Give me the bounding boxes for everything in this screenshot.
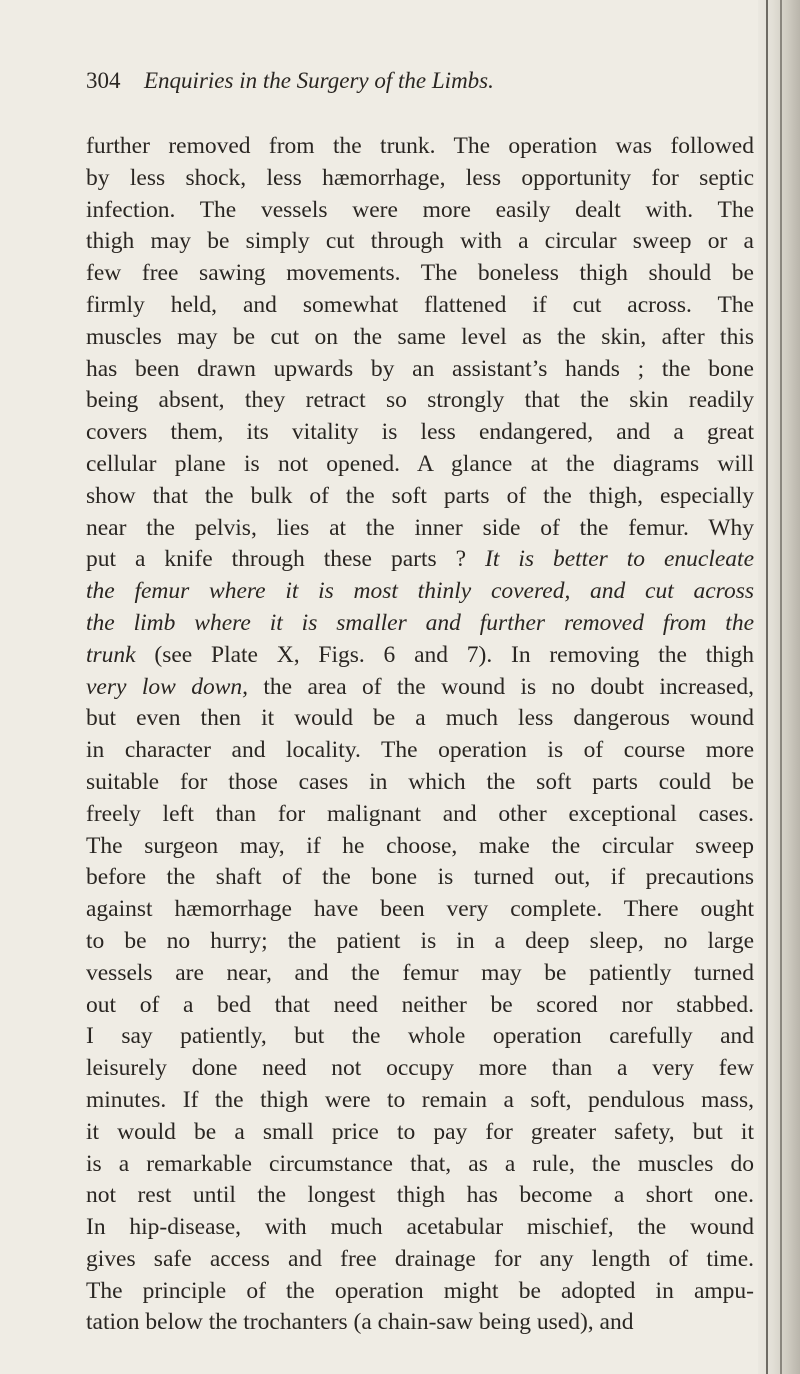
body-text <box>86 131 754 1339</box>
text-segment: near the pelvis, lies at the inner side of the femur. Why <box>86 514 754 541</box>
text-segment: before the shaft of the bone is turned out, if precautions <box>86 864 754 891</box>
text-line <box>86 862 754 894</box>
text-segment: The surgeon may, if he choose, make the circular sweep <box>86 832 754 859</box>
text-line <box>86 513 754 545</box>
edge-line <box>766 0 768 1374</box>
text-line <box>86 799 754 831</box>
text-line <box>86 258 754 290</box>
text-segment: cellular plane is not opened. A glance at the diagrams will <box>86 450 754 477</box>
text-line <box>86 608 754 640</box>
text-line <box>86 449 754 481</box>
text-line <box>86 1307 754 1339</box>
text-segment: leisurely done need not occupy more than a very few <box>86 1055 754 1082</box>
text-line <box>86 322 754 354</box>
text-line <box>86 1276 754 1308</box>
text-segment: suitable for those cases in which the soft parts could be <box>86 768 754 795</box>
text-line <box>86 1244 754 1276</box>
text-segment: few free sawing movements. The boneless thigh should be <box>86 260 754 287</box>
text-segment: firmly held, and somewhat flattened if cut across. The <box>86 291 754 318</box>
text-segment: it would be a small price to pay for greater safety, but it <box>86 1118 754 1145</box>
text-line <box>86 354 754 386</box>
text-segment: further removed from the trunk. The operation was followed <box>86 133 754 159</box>
text-segment: freely left than for malignant and other exceptional cases. <box>86 800 754 827</box>
text-line <box>86 926 754 958</box>
text-segment: not rest until the longest thigh has become a short one. <box>86 1182 754 1209</box>
text-segment: is a remarkable circumstance that, as a rule, the muscles do <box>86 1150 754 1177</box>
text-segment: has been drawn upwards by an assistant’s hands ; the bone <box>86 355 754 382</box>
text-segment: against hæmorrhage have been very complete. There ought <box>86 896 754 923</box>
text-line <box>86 767 754 799</box>
text-line <box>86 481 754 513</box>
text-segment: The principle of the operation might be adopted in ampu- <box>86 1277 754 1304</box>
page-header <box>86 68 740 104</box>
edge-line <box>780 0 782 1374</box>
text-line <box>86 990 754 1022</box>
text-line <box>86 1117 754 1149</box>
text-segment: being absent, they retract so strongly that the skin readily <box>86 387 754 414</box>
text-segment: minutes. If the thigh were to remain a soft, pendulous mass, <box>86 1086 754 1113</box>
text-line <box>86 703 754 735</box>
italic-text: very low down, <box>86 673 248 700</box>
text-segment: but even then it would be a much less dangerous wound <box>86 705 754 732</box>
text-line <box>86 640 754 672</box>
text-line <box>86 131 754 163</box>
text-line <box>86 894 754 926</box>
text-segment: show that the bulk of the soft parts of the thigh, especially <box>86 482 754 509</box>
text-segment: vessels are near, and the femur may be patiently turned <box>86 959 754 986</box>
page-edge <box>758 0 800 1374</box>
text-line <box>86 831 754 863</box>
text-line <box>86 544 754 576</box>
text-line <box>86 290 754 322</box>
italic-text: trunk <box>86 641 136 668</box>
text-segment: muscles may be cut on the same level as the skin, after this <box>86 323 754 350</box>
text-segment: I say patiently, but the whole operation carefully and <box>86 1023 754 1050</box>
text-line <box>86 226 754 258</box>
text-line <box>86 1212 754 1244</box>
text-segment: tation below the trochanters (a chain-saw being used), and <box>86 1309 634 1336</box>
text-line <box>86 195 754 227</box>
italic-text: the limb where it is smaller and further removed from the <box>86 609 754 636</box>
italic-text: It is better to enucleate <box>485 546 755 573</box>
text-line <box>86 1149 754 1181</box>
text-segment: the area of the wound is no doubt increased, <box>248 673 754 700</box>
text-segment: thigh may be simply cut through with a circular sweep or a <box>86 228 754 255</box>
text-segment: by less shock, less hæmorrhage, less opportunity for septic <box>86 164 754 191</box>
text-segment: in character and locality. The operation is of course more <box>86 737 754 764</box>
running-head: Enquiries in the Surgery of the Limbs. <box>144 68 494 93</box>
text-line <box>86 385 754 417</box>
text-line <box>86 735 754 767</box>
text-line <box>86 1180 754 1212</box>
text-segment: covers them, its vitality is less endangered, and a great <box>86 419 754 446</box>
text-line <box>86 1021 754 1053</box>
text-line <box>86 672 754 704</box>
text-line <box>86 576 754 608</box>
text-segment: (see Plate X, Figs. 6 and 7). In removing the thigh <box>135 641 754 668</box>
text-segment: In hip-disease, with much acetabular mischief, the wound <box>86 1214 754 1241</box>
text-segment: out of a bed that need neither be scored nor stabbed. <box>86 991 754 1018</box>
text-line <box>86 163 754 195</box>
text-line <box>86 417 754 449</box>
text-segment: put a knife through these parts ? <box>86 546 485 573</box>
text-line <box>86 958 754 990</box>
text-segment: infection. The vessels were more easily dealt with. The <box>86 196 754 223</box>
text-line <box>86 1085 754 1117</box>
text-segment: to be no hurry; the patient is in a deep sleep, no large <box>86 927 754 954</box>
italic-text: the femur where it is most thinly covered, and cut across <box>86 578 754 605</box>
page-number: 304 <box>86 68 121 93</box>
text-line <box>86 1053 754 1085</box>
text-segment: gives safe access and free drainage for any length of time. <box>86 1245 754 1272</box>
